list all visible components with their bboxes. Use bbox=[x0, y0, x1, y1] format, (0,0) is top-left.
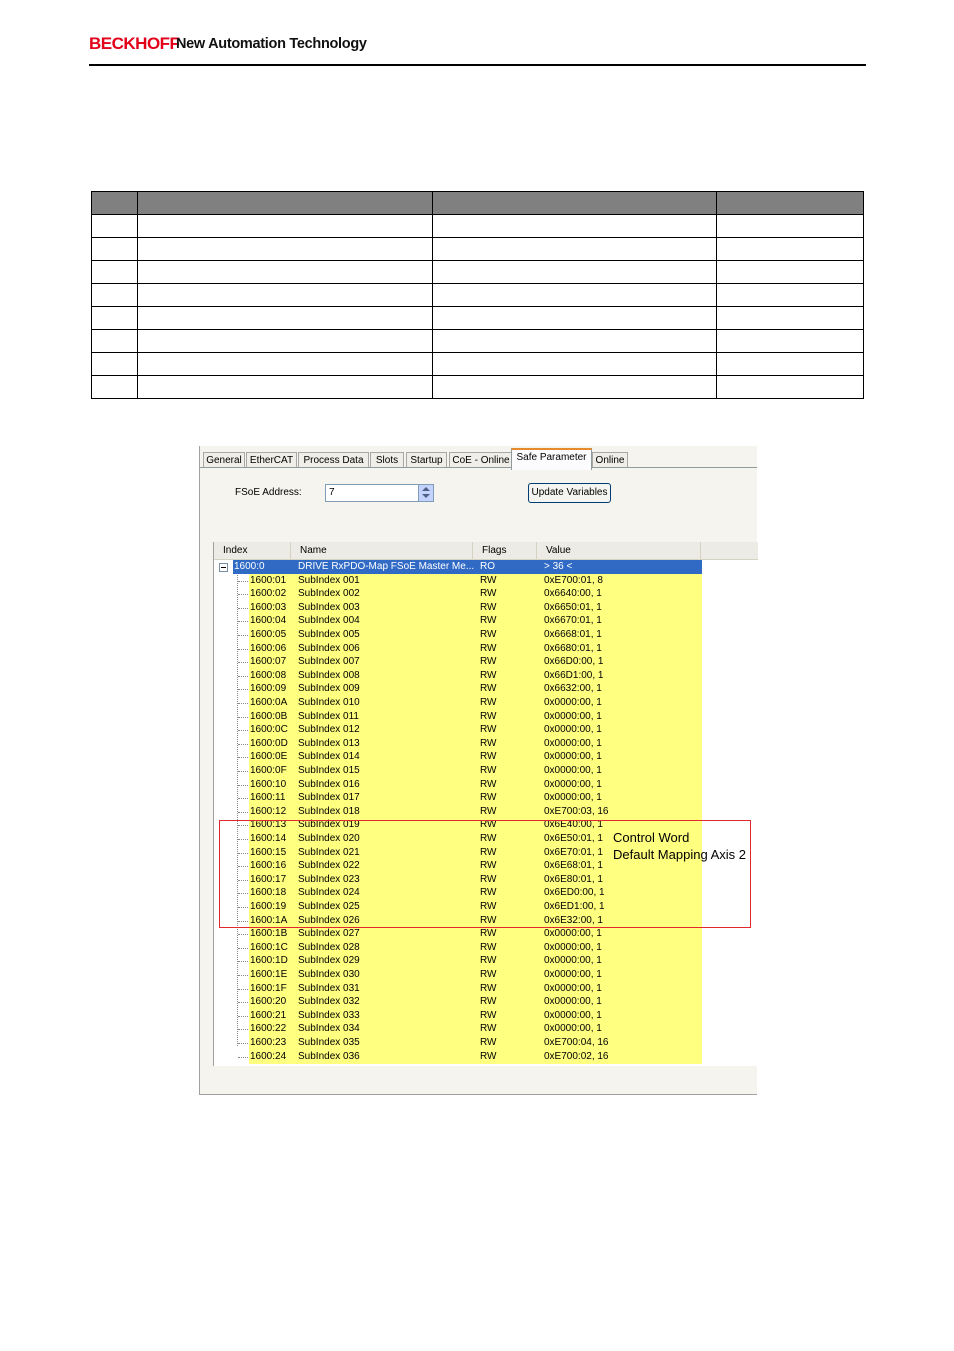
entry-value: 0x0000:00, 1 bbox=[544, 792, 602, 804]
beckhoff-logo: BECKHOFF bbox=[89, 34, 180, 53]
entry-value: 0xE700:02, 16 bbox=[544, 1050, 609, 1062]
entry-index: 1600:12 bbox=[250, 805, 287, 817]
tree-branch bbox=[238, 730, 248, 731]
entry-name: SubIndex 008 bbox=[298, 669, 360, 681]
entry-index: 1600:06 bbox=[250, 642, 287, 654]
tab-general[interactable]: General bbox=[203, 452, 245, 468]
entry-name: SubIndex 017 bbox=[298, 792, 360, 804]
tree-branch bbox=[238, 689, 248, 690]
root-index: 1600:0 bbox=[234, 561, 265, 572]
tree-branch bbox=[238, 608, 248, 609]
entry-flags: RW bbox=[480, 615, 497, 627]
entry-index: 1600:07 bbox=[250, 656, 287, 668]
root-value: > 36 < bbox=[544, 561, 573, 572]
entry-flags: RW bbox=[480, 941, 497, 953]
entry-flags: RW bbox=[480, 955, 497, 967]
entry-name: SubIndex 021 bbox=[298, 846, 360, 858]
entry-index: 1600:0C bbox=[250, 724, 288, 736]
entry-index: 1600:17 bbox=[250, 873, 287, 885]
entry-value: 0x6E32:00, 1 bbox=[544, 914, 603, 926]
list-item[interactable] bbox=[214, 587, 702, 601]
entry-value: 0x6E50:01, 1 bbox=[544, 833, 603, 844]
column-index[interactable]: Index bbox=[214, 542, 291, 559]
list-item[interactable] bbox=[214, 805, 702, 819]
entry-flags: RW bbox=[480, 819, 497, 831]
entry-name: SubIndex 034 bbox=[298, 1023, 360, 1035]
table-row bbox=[92, 307, 864, 330]
root-flags: RO bbox=[480, 561, 495, 572]
entry-flags: RW bbox=[480, 805, 497, 817]
entry-value: 0x66D1:00, 1 bbox=[544, 669, 604, 681]
tree-branch bbox=[238, 703, 248, 704]
tree-branch bbox=[238, 621, 248, 622]
tree-branch bbox=[238, 594, 248, 595]
entry-value: 0x6680:01, 1 bbox=[544, 642, 602, 654]
fsoe-address-label: FSoE Address: bbox=[235, 487, 302, 498]
tree-branch bbox=[238, 934, 248, 935]
table-row bbox=[92, 376, 864, 399]
tree-branch bbox=[238, 1057, 248, 1058]
entry-value: 0x0000:00, 1 bbox=[544, 1009, 602, 1021]
list-item[interactable] bbox=[214, 995, 702, 1009]
entry-name: SubIndex 022 bbox=[298, 860, 360, 872]
column-value[interactable]: Value bbox=[537, 542, 701, 559]
list-item[interactable] bbox=[214, 614, 702, 628]
list-header bbox=[214, 542, 758, 560]
entry-flags: RW bbox=[480, 873, 497, 885]
entry-index: 1600:0D bbox=[250, 737, 288, 749]
entry-name: SubIndex 011 bbox=[298, 710, 359, 722]
tab-ethercat[interactable]: EtherCAT bbox=[246, 452, 297, 468]
tree-branch bbox=[238, 744, 248, 745]
entry-index: 1600:08 bbox=[250, 669, 287, 681]
tree-branch bbox=[238, 1016, 248, 1017]
list-item[interactable] bbox=[214, 655, 702, 669]
tab-process-data[interactable]: Process Data bbox=[298, 452, 369, 468]
entry-name: SubIndex 023 bbox=[298, 873, 360, 885]
entry-index: 1600:22 bbox=[250, 1023, 287, 1035]
entry-name: SubIndex 031 bbox=[298, 982, 360, 994]
entry-index: 1600:23 bbox=[250, 1037, 287, 1048]
entry-index: 1600:1F bbox=[250, 982, 287, 994]
entry-name: SubIndex 002 bbox=[298, 588, 360, 600]
entry-value: 0x6E40:00, 1 bbox=[544, 819, 603, 831]
entry-index: 1600:11 bbox=[250, 792, 286, 804]
entry-index: 1600:09 bbox=[250, 683, 287, 695]
tab-startup[interactable]: Startup bbox=[406, 452, 447, 468]
fsoe-address-stepper[interactable] bbox=[325, 484, 434, 502]
entry-index: 1600:18 bbox=[250, 887, 287, 899]
entry-flags: RW bbox=[480, 574, 497, 586]
tree-branch bbox=[238, 581, 248, 582]
entry-name: SubIndex 014 bbox=[298, 751, 360, 763]
entry-flags: RW bbox=[480, 792, 497, 804]
entry-name: SubIndex 006 bbox=[298, 642, 360, 654]
tree-branch bbox=[238, 757, 248, 758]
list-item[interactable] bbox=[214, 601, 702, 615]
entry-index: 1600:15 bbox=[250, 846, 287, 858]
entry-index: 1600:21 bbox=[250, 1009, 287, 1021]
tab-coe-online[interactable]: CoE - Online bbox=[449, 452, 513, 468]
entry-name: SubIndex 026 bbox=[298, 914, 360, 926]
header-tagline: New Automation Technology bbox=[176, 36, 367, 52]
fsoe-address-value: 7 bbox=[329, 487, 335, 498]
list-item[interactable] bbox=[214, 764, 702, 778]
tab-safe-parameter[interactable]: Safe Parameter bbox=[511, 448, 592, 470]
table-row bbox=[92, 261, 864, 284]
entry-flags: RW bbox=[480, 737, 497, 749]
tree-branch bbox=[238, 717, 248, 718]
collapse-icon[interactable] bbox=[219, 563, 228, 572]
entry-flags: RW bbox=[480, 982, 497, 994]
entry-flags: RW bbox=[480, 860, 497, 872]
entry-index: 1600:1D bbox=[250, 955, 288, 967]
list-item-root[interactable] bbox=[214, 560, 702, 574]
entry-value: 0xE700:03, 16 bbox=[544, 805, 609, 817]
spin-up-icon[interactable] bbox=[422, 487, 430, 491]
entry-value: 0x6ED0:00, 1 bbox=[544, 887, 605, 899]
entry-flags: RW bbox=[480, 996, 497, 1008]
tree-branch bbox=[238, 1029, 248, 1030]
list-item[interactable] bbox=[214, 982, 702, 996]
entry-name: SubIndex 024 bbox=[298, 887, 360, 899]
list-item[interactable] bbox=[214, 927, 702, 941]
entry-index: 1600:1A bbox=[250, 914, 288, 926]
entry-value: 0x6650:01, 1 bbox=[544, 601, 602, 613]
tree-branch bbox=[238, 1043, 248, 1044]
entry-flags: RW bbox=[480, 1050, 497, 1062]
annotation-default-mapping: Default Mapping Axis 2 bbox=[613, 847, 746, 862]
list-item[interactable] bbox=[214, 696, 702, 710]
entry-index: 1600:16 bbox=[250, 860, 287, 872]
entry-index: 1600:0E bbox=[250, 751, 288, 763]
spin-down-icon[interactable] bbox=[422, 494, 430, 498]
entry-value: 0x0000:00, 1 bbox=[544, 737, 602, 749]
tab-online[interactable]: Online bbox=[592, 452, 628, 468]
entry-name: SubIndex 005 bbox=[298, 629, 360, 640]
list-item[interactable] bbox=[214, 750, 702, 764]
entry-name: SubIndex 009 bbox=[298, 683, 360, 695]
entry-name: SubIndex 013 bbox=[298, 737, 360, 749]
parameter-list[interactable] bbox=[213, 542, 758, 1066]
entry-flags: RW bbox=[480, 656, 497, 668]
table-row bbox=[92, 353, 864, 376]
tree-branch bbox=[238, 948, 248, 949]
tree-branch bbox=[238, 785, 248, 786]
entry-name: SubIndex 012 bbox=[298, 724, 360, 736]
entry-index: 1600:0B bbox=[250, 710, 288, 722]
list-item[interactable] bbox=[214, 1050, 702, 1064]
tab-bar bbox=[200, 446, 757, 470]
entry-name: SubIndex 015 bbox=[298, 765, 360, 776]
entry-name: SubIndex 004 bbox=[298, 615, 360, 627]
entry-name: SubIndex 028 bbox=[298, 941, 360, 953]
table-row bbox=[92, 330, 864, 353]
entry-value: 0x0000:00, 1 bbox=[544, 765, 602, 776]
entry-value: 0x0000:00, 1 bbox=[544, 928, 602, 940]
list-item[interactable] bbox=[214, 968, 702, 982]
entry-value: 0xE700:04, 16 bbox=[544, 1037, 609, 1048]
empty-document-table bbox=[91, 191, 864, 399]
entry-index: 1600:10 bbox=[250, 778, 287, 790]
entry-index: 1600:05 bbox=[250, 629, 287, 640]
entry-value: 0x6670:01, 1 bbox=[544, 615, 602, 627]
entry-name: SubIndex 029 bbox=[298, 955, 360, 967]
entry-flags: RW bbox=[480, 887, 497, 899]
entry-name: SubIndex 030 bbox=[298, 969, 360, 980]
entry-index: 1600:1C bbox=[250, 941, 288, 953]
entry-name: SubIndex 007 bbox=[298, 656, 360, 668]
tree-branch bbox=[238, 975, 248, 976]
list-item[interactable] bbox=[214, 710, 702, 724]
entry-name: SubIndex 032 bbox=[298, 996, 360, 1008]
table-header-row bbox=[92, 192, 864, 215]
entry-flags: RW bbox=[480, 833, 497, 844]
entry-name: SubIndex 035 bbox=[298, 1037, 360, 1048]
table-row bbox=[92, 284, 864, 307]
entry-value: 0x0000:00, 1 bbox=[544, 1023, 602, 1035]
entry-value: 0x0000:00, 1 bbox=[544, 941, 602, 953]
tab-divider bbox=[200, 467, 757, 468]
entry-value: 0x0000:00, 1 bbox=[544, 996, 602, 1008]
entry-name: SubIndex 027 bbox=[298, 928, 360, 940]
update-variables-button[interactable]: Update Variables bbox=[528, 483, 611, 503]
entry-value: 0x0000:00, 1 bbox=[544, 982, 602, 994]
tree-branch bbox=[238, 798, 248, 799]
entry-index: 1600:0A bbox=[250, 697, 288, 708]
list-item[interactable] bbox=[214, 628, 702, 642]
entry-value: 0x0000:00, 1 bbox=[544, 969, 602, 980]
entry-value: 0x0000:00, 1 bbox=[544, 697, 602, 708]
tab-slots[interactable]: Slots bbox=[370, 452, 404, 468]
entry-index: 1600:24 bbox=[250, 1050, 287, 1062]
list-item[interactable] bbox=[214, 1022, 702, 1036]
entry-flags: RW bbox=[480, 669, 497, 681]
column-flags[interactable]: Flags bbox=[473, 542, 537, 559]
list-item[interactable] bbox=[214, 669, 702, 683]
entry-index: 1600:14 bbox=[250, 833, 287, 844]
tree-branch bbox=[238, 649, 248, 650]
entry-index: 1600:1B bbox=[250, 928, 288, 940]
table-row bbox=[92, 215, 864, 238]
entry-name: SubIndex 010 bbox=[298, 697, 360, 708]
entry-name: SubIndex 036 bbox=[298, 1050, 360, 1062]
entry-flags: RW bbox=[480, 629, 497, 640]
entry-name: SubIndex 025 bbox=[298, 901, 360, 912]
entry-flags: RW bbox=[480, 642, 497, 654]
entry-flags: RW bbox=[480, 724, 497, 736]
entry-name: SubIndex 001 bbox=[298, 574, 360, 586]
tree-branch bbox=[238, 1002, 248, 1003]
entry-value: 0x6E68:01, 1 bbox=[544, 860, 603, 872]
entry-index: 1600:1E bbox=[250, 969, 288, 980]
tree-branch bbox=[238, 771, 248, 772]
entry-index: 1600:03 bbox=[250, 601, 287, 613]
entry-value: 0x0000:00, 1 bbox=[544, 710, 602, 722]
list-item[interactable] bbox=[214, 642, 702, 656]
entry-value: 0x6ED1:00, 1 bbox=[544, 901, 605, 912]
entry-value: 0x6632:00, 1 bbox=[544, 683, 602, 695]
tree-branch bbox=[238, 812, 248, 813]
tree-branch bbox=[238, 635, 248, 636]
entry-index: 1600:02 bbox=[250, 588, 287, 600]
entry-flags: RW bbox=[480, 751, 497, 763]
list-item[interactable] bbox=[214, 737, 702, 751]
entry-name: SubIndex 019 bbox=[298, 819, 360, 831]
entry-flags: RW bbox=[480, 1037, 497, 1048]
root-name: DRIVE RxPDO-Map FSoE Master Me... bbox=[298, 561, 475, 572]
entry-value: 0x0000:00, 1 bbox=[544, 751, 602, 763]
entry-flags: RW bbox=[480, 697, 497, 708]
entry-flags: RW bbox=[480, 846, 497, 858]
entry-flags: RW bbox=[480, 765, 497, 776]
annotation-control-word: Control Word bbox=[613, 830, 690, 845]
tree-branch bbox=[238, 961, 248, 962]
entry-flags: RW bbox=[480, 969, 497, 980]
entry-flags: RW bbox=[480, 601, 497, 613]
entry-value: 0x0000:00, 1 bbox=[544, 778, 602, 790]
spin-buttons[interactable] bbox=[418, 485, 433, 501]
entry-name: SubIndex 003 bbox=[298, 601, 360, 613]
list-item[interactable] bbox=[214, 941, 702, 955]
entry-flags: RW bbox=[480, 901, 497, 912]
entry-value: 0x6E70:01, 1 bbox=[544, 846, 603, 858]
entry-index: 1600:01 bbox=[250, 574, 287, 586]
list-item[interactable] bbox=[214, 778, 702, 792]
list-item[interactable] bbox=[214, 574, 702, 588]
entry-index: 1600:20 bbox=[250, 996, 287, 1008]
entry-name: SubIndex 020 bbox=[298, 833, 360, 844]
entry-value: 0x0000:00, 1 bbox=[544, 955, 602, 967]
entry-flags: RW bbox=[480, 778, 497, 790]
entry-index: 1600:13 bbox=[250, 819, 287, 831]
entry-flags: RW bbox=[480, 588, 497, 600]
entry-index: 1600:19 bbox=[250, 901, 287, 912]
entry-name: SubIndex 018 bbox=[298, 805, 360, 817]
entry-flags: RW bbox=[480, 1023, 497, 1035]
tree-branch bbox=[238, 676, 248, 677]
entry-flags: RW bbox=[480, 1009, 497, 1021]
entry-name: SubIndex 016 bbox=[298, 778, 360, 790]
tree-branch bbox=[238, 989, 248, 990]
list-item[interactable] bbox=[214, 954, 702, 968]
entry-flags: RW bbox=[480, 928, 497, 940]
page-header bbox=[89, 32, 866, 66]
entry-index: 1600:0F bbox=[250, 765, 287, 776]
column-name[interactable]: Name bbox=[291, 542, 473, 559]
list-item[interactable] bbox=[214, 1009, 702, 1023]
list-item[interactable] bbox=[214, 723, 702, 737]
table-row bbox=[92, 238, 864, 261]
list-item[interactable] bbox=[214, 1036, 702, 1050]
entry-value: 0x66D0:00, 1 bbox=[544, 656, 604, 668]
entry-flags: RW bbox=[480, 710, 497, 722]
list-item[interactable] bbox=[214, 682, 702, 696]
entry-value: 0xE700:01, 8 bbox=[544, 574, 603, 586]
tree-branch bbox=[238, 662, 248, 663]
entry-flags: RW bbox=[480, 914, 497, 926]
entry-index: 1600:04 bbox=[250, 615, 287, 627]
entry-value: 0x0000:00, 1 bbox=[544, 724, 602, 736]
entry-name: SubIndex 033 bbox=[298, 1009, 360, 1021]
list-item[interactable] bbox=[214, 791, 702, 805]
entry-flags: RW bbox=[480, 683, 497, 695]
entry-value: 0x6640:00, 1 bbox=[544, 588, 602, 600]
safe-parameter-window bbox=[199, 446, 757, 1095]
entry-value: 0x6E80:01, 1 bbox=[544, 873, 603, 885]
entry-value: 0x6668:01, 1 bbox=[544, 629, 602, 640]
